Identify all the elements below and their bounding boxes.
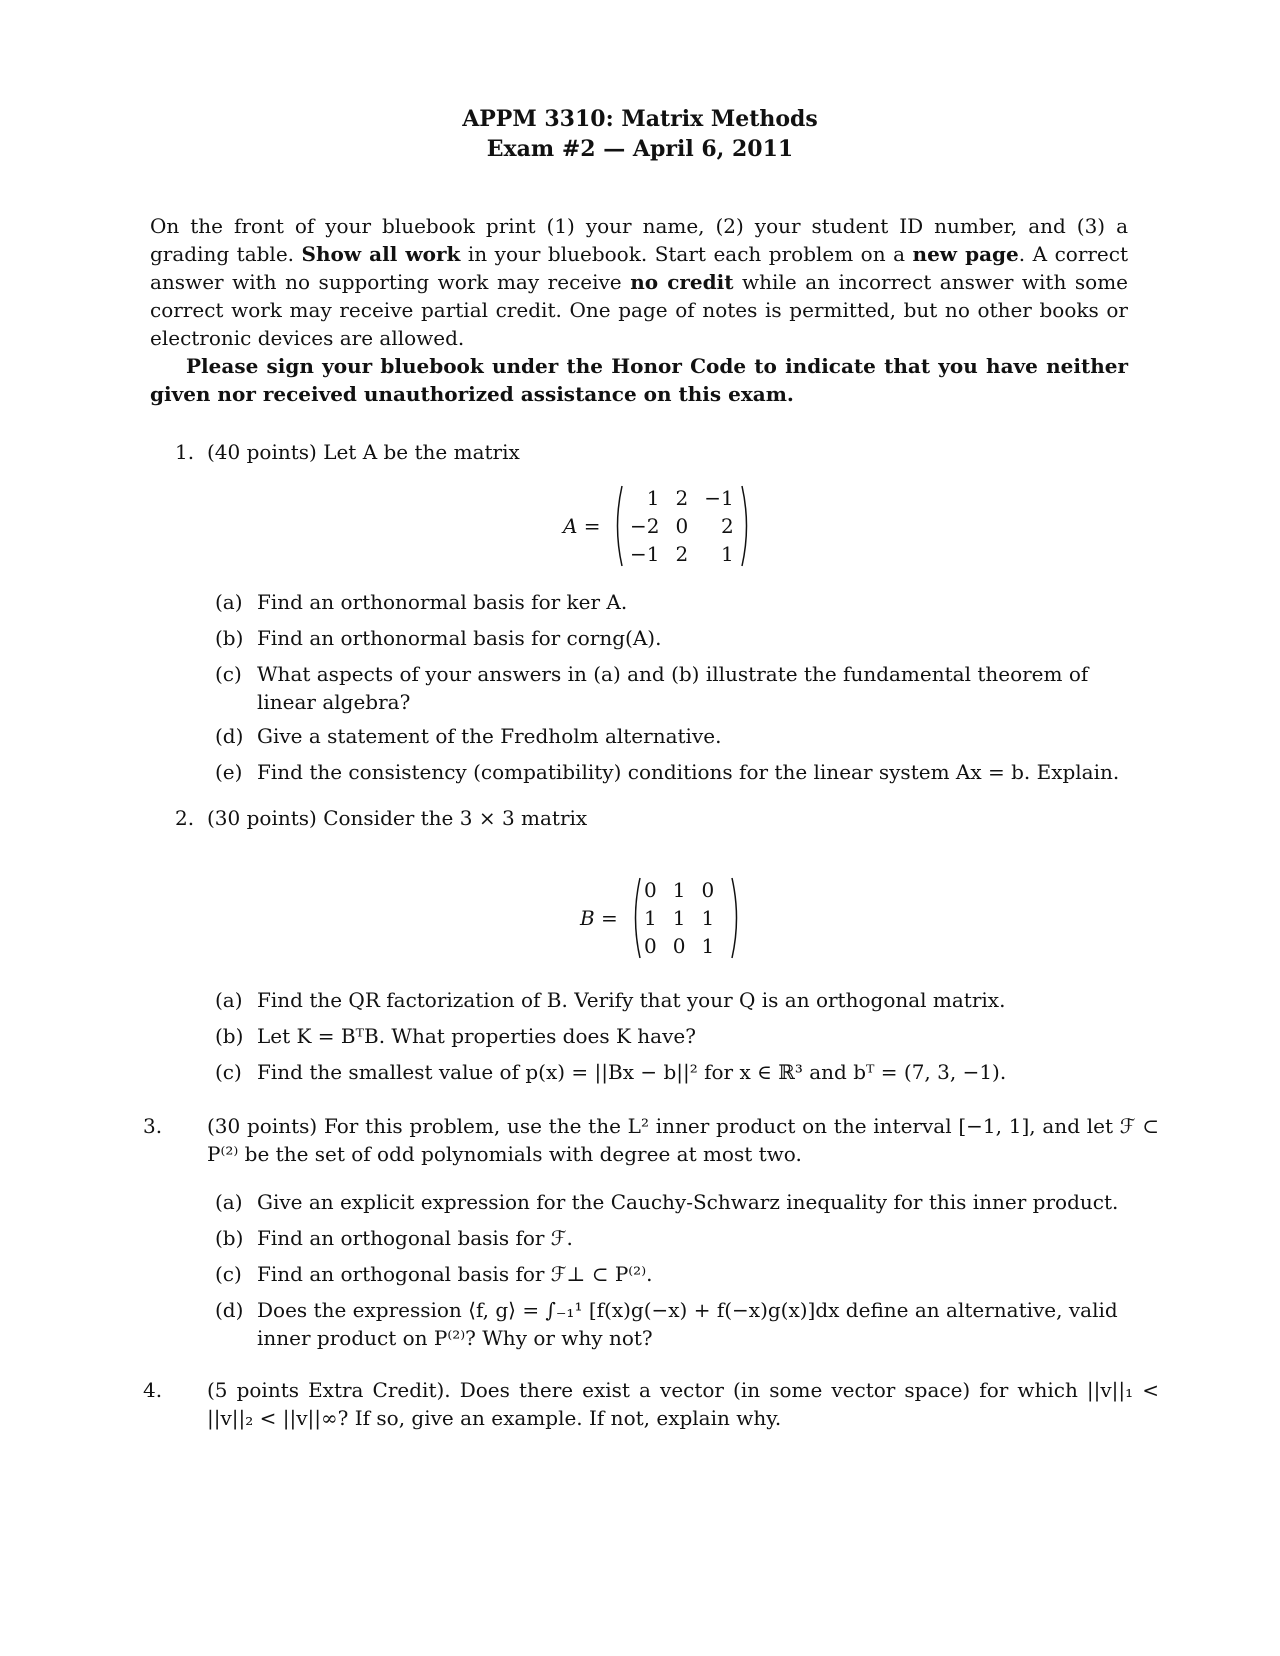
part-text: Find the smallest value of p(x) = ||Bx − b||² for x ∈ ℝ³ and bᵀ = (7, 3, −1).: [257, 1060, 1007, 1084]
exam-date: Exam #2 — April 6, 2011: [486, 136, 794, 162]
matrix-b: [630, 876, 742, 960]
matrix-cell: 1: [701, 906, 715, 930]
part-label: (c): [215, 662, 242, 686]
problem-text: (30 points) Consider the 3 × 3 matrix: [207, 806, 588, 830]
matrix-cell: 2: [675, 542, 689, 566]
instructions-bold: no credit: [630, 270, 734, 294]
part-text: Find an orthogonal basis for ℱ.: [257, 1226, 573, 1250]
matrix-cell: 1: [701, 934, 715, 958]
problem-2-part-c: [215, 1058, 1127, 1086]
part-label: (d): [215, 1298, 244, 1322]
part-label: (a): [215, 1190, 243, 1214]
matrix-cell: 0: [701, 878, 715, 902]
matrix-cell: 1: [672, 906, 686, 930]
problem-3-part-c: [215, 1260, 1127, 1288]
problem-3-part-b: [215, 1224, 1127, 1252]
problem-number: 3.: [143, 1114, 163, 1138]
matrix-a-table: [622, 484, 742, 568]
part-label: (d): [215, 724, 244, 748]
problem-2: [175, 804, 1127, 832]
course-title: APPM 3310: Matrix Methods: [462, 106, 818, 132]
part-label: (e): [215, 760, 243, 784]
problem-text: (5 points Extra Credit). Does there exist a vector (in some vector space) for which ||v||₁ < ||v||₂ < ||v||∞? If so, give an example. If not, explain why.: [207, 1378, 1159, 1430]
part-label: (b): [215, 626, 244, 650]
part-label: (b): [215, 1226, 244, 1250]
instructions-bold: Show all work: [301, 242, 461, 266]
part-text: Find an orthonormal basis for corng(A).: [257, 626, 662, 650]
part-label: (c): [215, 1262, 242, 1286]
instructions: [150, 212, 1128, 352]
part-label: (c): [215, 1060, 242, 1084]
matrix-cell: 1: [646, 486, 660, 510]
matrix-cell: 0: [644, 878, 657, 902]
instructions-bold: new page: [912, 242, 1019, 266]
part-text: Find an orthogonal basis for ℱ⊥ ⊂ P⁽²⁾.: [257, 1262, 653, 1286]
matrix-cell: 1: [720, 542, 734, 566]
part-label: (b): [215, 1024, 244, 1048]
matrix-cell: 0: [672, 934, 686, 958]
honor-code-statement: Please sign your bluebook under the Honor Code to indicate that you have neither given nor received unauthorized assistance on this exam.: [150, 354, 1128, 406]
problem-2-part-b: [215, 1022, 1127, 1050]
part-label: (a): [215, 988, 243, 1012]
part-text: Give an explicit expression for the Cauchy-Schwarz inequality for this inner product.: [257, 1190, 1119, 1214]
problem-text: (30 points) For this problem, use the the L² inner product on the interval [−1, 1], and let ℱ ⊂ P⁽²⁾ be the set of odd polynomials with degree at most two.: [207, 1114, 1159, 1166]
exam-header: [0, 104, 1280, 164]
right-paren: [730, 876, 742, 960]
problem-number: 1.: [175, 440, 195, 464]
problem-1-part-a: [215, 588, 1127, 616]
instructions-text: . A correct answer with no supporting work may receive: [150, 242, 1129, 294]
problem-1-part-d: [215, 722, 1127, 750]
problem-number: 4.: [143, 1378, 163, 1402]
matrix-label-a: A =: [563, 514, 601, 538]
part-text: Let K = BᵀB. What properties does K have?: [257, 1024, 696, 1048]
part-text: Does the expression ⟨f, g⟩ = ∫₋₁¹ [f(x)g(−x) + f(−x)g(x)]dx define an alternative, valid inner product on P⁽²⁾? Why or why not?: [257, 1298, 1118, 1350]
matrix-b-table: [636, 876, 722, 960]
matrix-cell: 0: [675, 514, 689, 538]
matrix-cell: 0: [644, 934, 657, 958]
matrix-cell: 2: [720, 514, 734, 538]
instructions-text: while an incorrect answer with some correct work may receive partial credit. One page of notes is permitted, but no other books or electronic devices are allowed.: [150, 270, 1128, 350]
problem-1-part-e: [215, 758, 1127, 786]
problem-3-part-a: [215, 1188, 1127, 1216]
matrix-cell: −2: [630, 514, 660, 538]
matrix-cell: −1: [704, 486, 734, 510]
problem-2-part-a: [215, 986, 1127, 1014]
problem-number: 2.: [175, 806, 195, 830]
problem-1-part-c: [215, 660, 1127, 716]
matrix-cell: −1: [630, 542, 660, 566]
part-text: Find the QR factorization of B. Verify that your Q is an orthogonal matrix.: [257, 988, 1006, 1012]
right-paren: [740, 484, 752, 568]
part-text: Give a statement of the Fredholm alternative.: [257, 724, 722, 748]
instructions-text: in your bluebook. Start each problem on a: [460, 242, 913, 266]
part-text: Find an orthonormal basis for ker A.: [257, 590, 628, 614]
matrix-label-b: B =: [580, 906, 618, 930]
part-label: (a): [215, 590, 243, 614]
problem-4: [143, 1376, 1159, 1432]
part-text: What aspects of your answers in (a) and (b) illustrate the fundamental theorem of linear algebra?: [257, 662, 1089, 714]
problem-3-part-d: [215, 1296, 1127, 1352]
problem-1-part-b: [215, 624, 1127, 652]
problem-1: [175, 438, 1127, 466]
part-text: Find the consistency (compatibility) conditions for the linear system Ax = b. Explain.: [257, 760, 1120, 784]
problem-3: [143, 1112, 1159, 1168]
instructions-text: On the front of your bluebook print (1) your name, (2) your student ID number, and (3) a grading table.: [150, 214, 1128, 266]
matrix-cell: 1: [644, 906, 657, 930]
matrix-cell: 1: [672, 878, 686, 902]
problem-text: (40 points) Let A be the matrix: [207, 440, 520, 464]
matrix-a: [612, 484, 752, 568]
matrix-cell: 2: [675, 486, 689, 510]
